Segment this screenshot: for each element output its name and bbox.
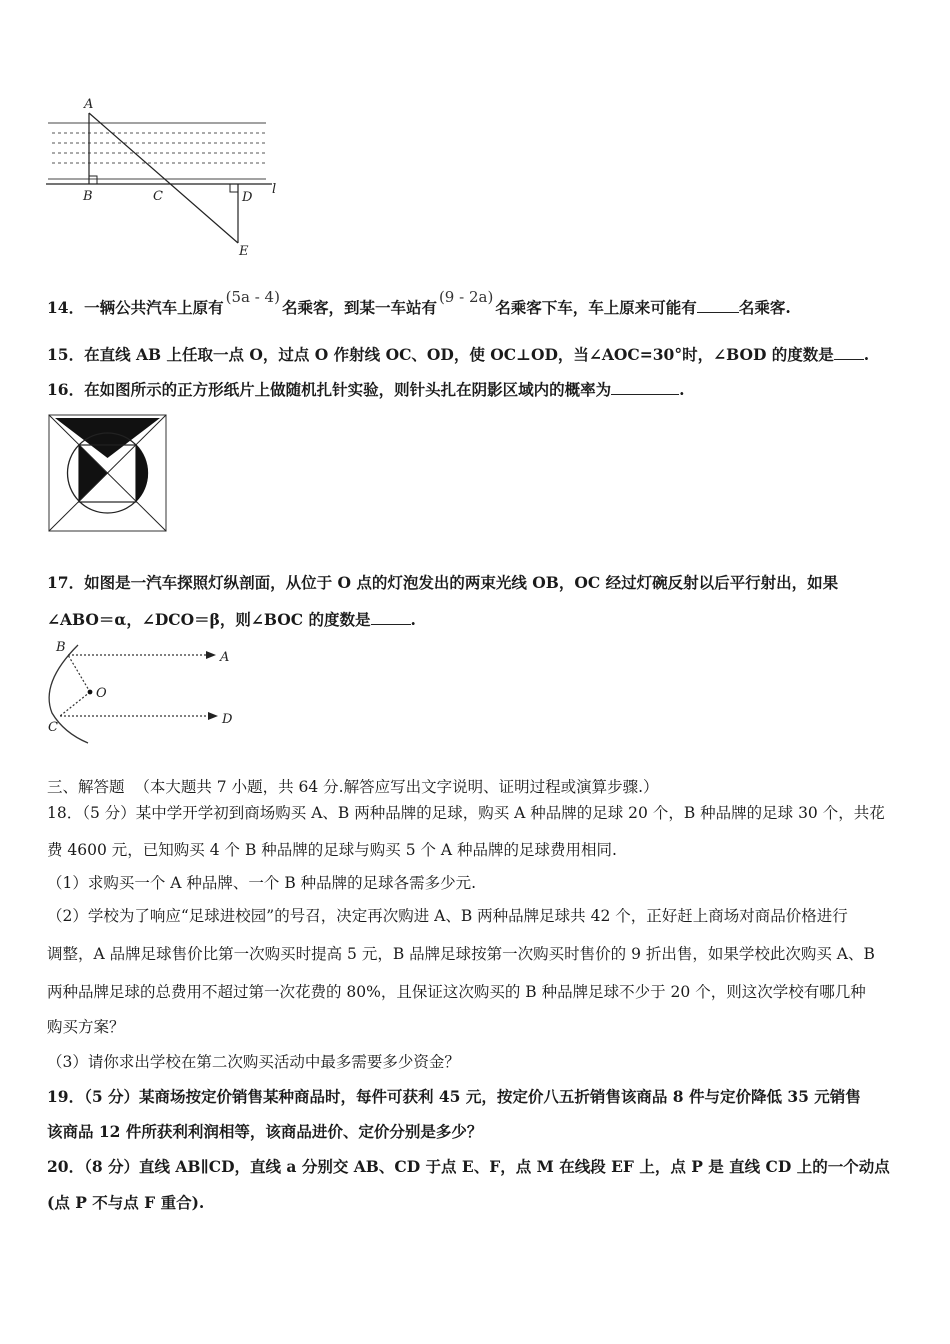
q20-text-2: (点 P 不与点 F 重合). bbox=[47, 1193, 205, 1212]
q14-text-2: 名乘客，到某一车站有 bbox=[281, 298, 437, 317]
q15-answer-blank bbox=[834, 345, 864, 360]
q15-end: . bbox=[863, 345, 870, 364]
q14-text-1: 一辆公共汽车上原有 bbox=[84, 298, 224, 317]
label-C: C bbox=[153, 189, 163, 204]
river-triangle-figure bbox=[40, 95, 290, 260]
label-D: D bbox=[222, 712, 233, 727]
q14-text-3: 名乘客下车，车上原来可能有 bbox=[495, 298, 697, 317]
question-18-line-5 bbox=[47, 944, 910, 964]
headlight-reflector-figure bbox=[40, 635, 250, 745]
question-20-line-2 bbox=[47, 1193, 910, 1213]
q14-number: 14． bbox=[47, 298, 85, 317]
question-18-line-2 bbox=[47, 840, 910, 860]
q18-text-6: 两种品牌足球的总费用不超过第一次花费的 80%，且保证这次购买的 B 种品牌足球不少于 20 个，则这次学校有哪几种 bbox=[47, 983, 866, 1001]
label-A: A bbox=[220, 650, 230, 665]
q17-text-2: ∠ABO＝α，∠DCO＝β，则∠BOC 的度数是 bbox=[47, 610, 371, 629]
question-18-line-4 bbox=[47, 906, 910, 926]
label-O: O bbox=[96, 686, 107, 701]
question-14 bbox=[47, 288, 910, 318]
q18-text-1: 18．（5 分）某中学开学初到商场购买 A、B 两种品牌的足球，购买 A 种品牌的足球 20 个，B 种品牌的足球 30 个，共花 bbox=[47, 804, 885, 822]
section-3-note: （本大题共 7 小题，共 64 分.解答应写出文字说明、证明过程或演算步骤.） bbox=[134, 778, 659, 796]
q16-end: . bbox=[679, 380, 685, 399]
q14-text-4: 名乘客. bbox=[738, 298, 791, 317]
q17-text-1: 17．如图是一汽车探照灯纵剖面，从位于 O 点的灯泡发出的两束光线 OB，OC 经过灯碗反射以后平行射出，如果 bbox=[47, 573, 839, 592]
section-3-title: 三、解答题 bbox=[47, 778, 125, 796]
q14-expr-2: (9 - 2a) bbox=[438, 288, 494, 306]
q18-text-2: 费 4600 元，已知购买 4 个 B 种品牌的足球与购买 5 个 A 种品牌的足球费用相同. bbox=[47, 841, 617, 859]
square-dartboard-figure bbox=[47, 413, 169, 533]
question-18-line-8 bbox=[47, 1052, 910, 1072]
q17-end: . bbox=[410, 610, 416, 629]
q18-text-7: 购买方案？ bbox=[47, 1018, 125, 1036]
q19-text-2: 该商品 12 件所获利利润相等，该商品进价、定价分别是多少？ bbox=[47, 1122, 483, 1141]
q15-text: 15．在直线 AB 上任取一点 O，过点 O 作射线 OC、OD，使 OC⊥OD，当∠AOC=30°时，∠BOD 的度数是 bbox=[47, 345, 834, 364]
q18-text-3: （1）求购买一个 A 种品牌、一个 B 种品牌的足球各需多少元. bbox=[47, 874, 477, 892]
label-B: B bbox=[83, 189, 93, 204]
q20-text-1: 20．（8 分）直线 AB∥CD，直线 a 分别交 AB、CD 于点 E、F，点 M 在线段 EF 上，点 P 是 直线 CD 上的一个动点 bbox=[47, 1157, 890, 1176]
question-20-line-1 bbox=[47, 1157, 910, 1177]
q19-text-1: 19．（5 分）某商场按定价销售某种商品时，每件可获利 45 元，按定价八五折销售该商品 8 件与定价降低 35 元销售 bbox=[47, 1087, 861, 1106]
question-18-line-7 bbox=[47, 1017, 910, 1037]
q18-text-4: （2）学校为了响应“足球进校园”的号召，决定再次购进 A、B 两种品牌足球共 42 个，正好赶上商场对商品价格进行 bbox=[47, 907, 848, 925]
q14-answer-blank bbox=[697, 298, 739, 313]
question-17-line-2 bbox=[47, 610, 910, 630]
question-15 bbox=[47, 345, 910, 365]
question-18-line-1 bbox=[47, 803, 910, 823]
label-D: D bbox=[242, 190, 253, 205]
question-17-line-1 bbox=[47, 573, 910, 593]
q16-text: 16．在如图所示的正方形纸片上做随机扎针实验，则针头扎在阴影区域内的概率为 bbox=[47, 380, 612, 399]
label-B: B bbox=[56, 640, 66, 655]
q18-text-8: （3）请你求出学校在第二次购买活动中最多需要多少资金？ bbox=[47, 1053, 460, 1071]
label-C: C bbox=[48, 720, 58, 735]
label-E: E bbox=[239, 244, 249, 259]
question-16 bbox=[47, 380, 910, 400]
q16-answer-blank bbox=[611, 380, 679, 395]
label-A: A bbox=[84, 97, 94, 112]
question-19-line-2 bbox=[47, 1122, 910, 1142]
question-19-line-1 bbox=[47, 1087, 910, 1107]
q18-text-5: 调整，A 品牌足球售价比第一次购买时提高 5 元，B 品牌足球按第一次购买时售价的 9 折出售，如果学校此次购买 A、B bbox=[47, 945, 875, 963]
section-3-heading bbox=[47, 777, 910, 797]
q17-answer-blank bbox=[371, 610, 411, 625]
question-18-line-3 bbox=[47, 873, 910, 893]
label-l: l bbox=[272, 182, 277, 197]
q14-expr-1: (5a - 4) bbox=[225, 288, 280, 306]
question-18-line-6 bbox=[47, 982, 910, 1002]
